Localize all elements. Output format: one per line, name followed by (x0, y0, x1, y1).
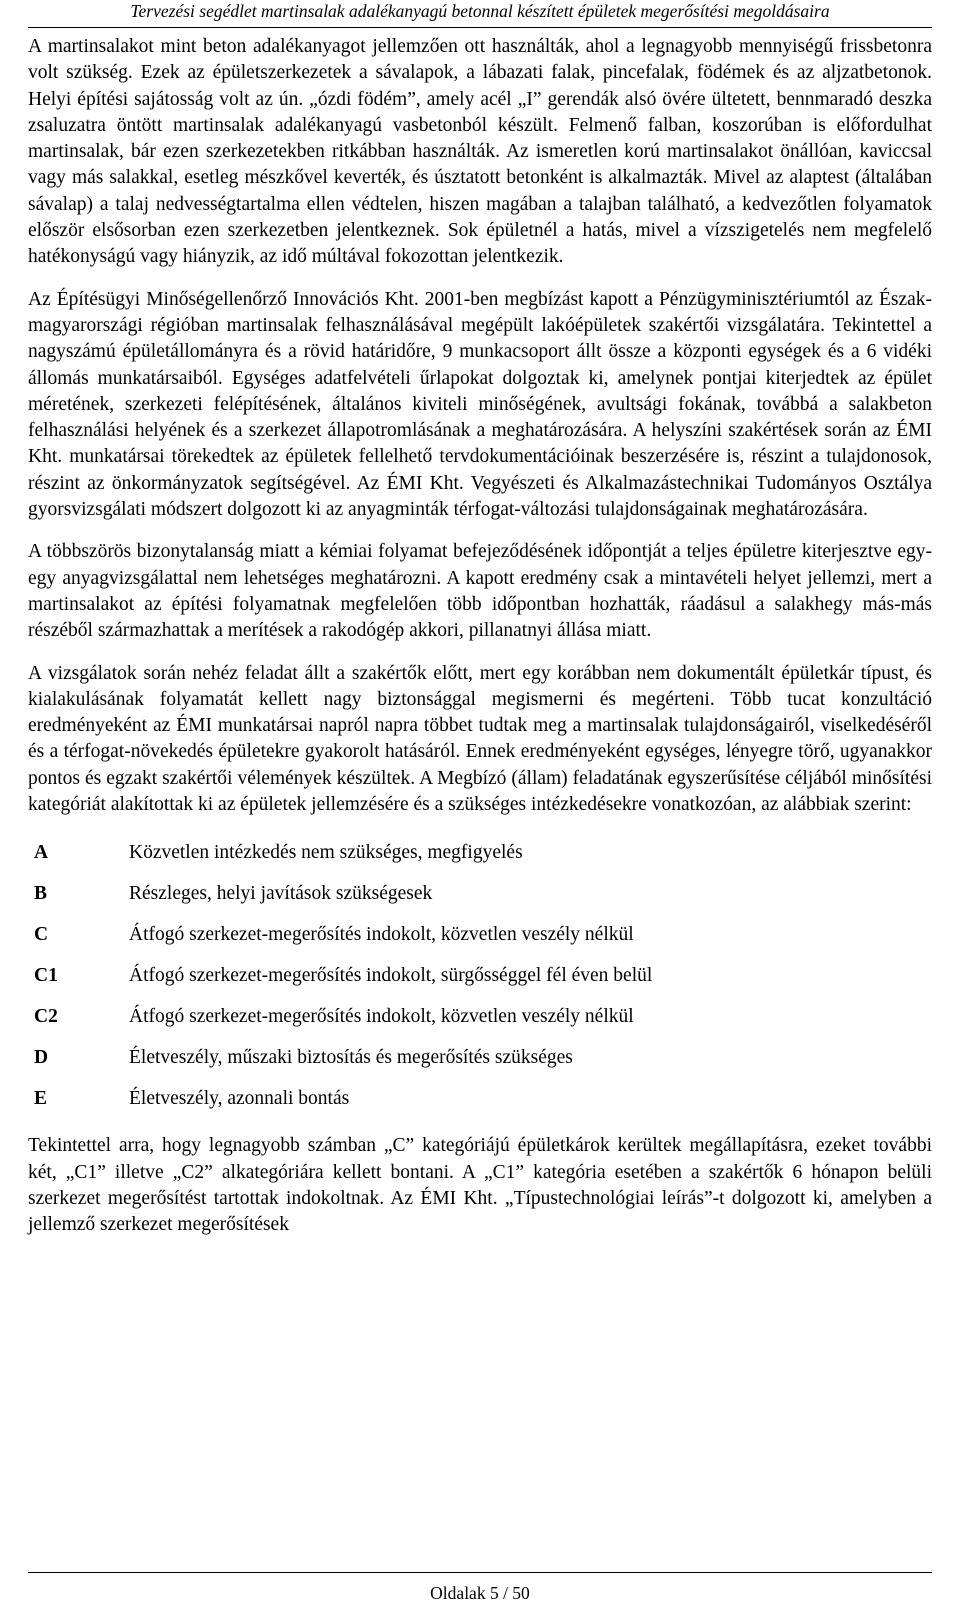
page-footer (28, 1572, 932, 1617)
list-item (28, 914, 932, 955)
running-header-title: Tervezési segédlet martinsalak adalékanyagú betonnal készített épületek megerősítési megoldásaira (130, 1, 830, 21)
page-content (28, 34, 932, 1255)
category-description: Életveszély, azonnali bontás (129, 1087, 350, 1109)
document-page (28, 0, 932, 1616)
category-description: Átfogó szerkezet-megerősítés indokolt, sürgősséggel fél éven belül (129, 964, 653, 986)
category-code: E (34, 1087, 48, 1109)
list-item (28, 955, 932, 996)
category-description: Életveszély, műszaki biztosítás és megerősítés szükséges (129, 1046, 573, 1068)
list-item (28, 832, 932, 873)
classification-list (28, 832, 932, 1119)
category-code: C (34, 923, 49, 945)
paragraph-martinsalak-usage: A martinsalakot mint beton adalékanyagot jellemzően ott használták, ahol a legnagyobb mennyiségű frissbetonra volt szükség. Ezek az épületszerkezetek a sávalapok, a lábazati falak, pincefalak, födémek és az aljzatbetonok. Helyi építési sajátosság volt az ún. „ózdi födém”, amely acél „I” gerendák alsó övére ültetett, bennmaradó deszka zsaluzatra öntött martinsalak adalékanyagú vasbetonból készült. Felmenő falban, koszorúban is előfordulhat martinsalak, bár ezen szerkezetekben ritkábban használták. Az ismeretlen korú martinsalakot önállóan, kaviccsal vagy más salakkal, esetleg mészkővel keverték, és úsztatott betonként is alkalmazták. Mivel az alaptest (általában sávalap) a talaj nedvességtartalma ellen védtelen, hiszen magában a talajban található, a kedvezőtlen folyamatok először elsősorban ezen szerkezetben jelentkeznek. Sok épületnél a hatás, mivel a vízszigetelés nem megfelelő hatékonyságú vagy hiányzik, az idő múltával fokozottan jelentkezik. (28, 36, 932, 268)
list-item (28, 996, 932, 1037)
category-code: C1 (34, 964, 58, 986)
page-number: Oldalak 5 / 50 (430, 1583, 530, 1603)
category-description: Részleges, helyi javítások szükségesek (129, 882, 433, 904)
paragraph-uncertainty: A többszörös bizonytalanság miatt a kémiai folyamat befejeződésének időpontját a teljes épületre kiterjesztve egy-egy anyagvizsgálattal nem lehetséges meghatározni. A kapott eredmény csak a mintavételi helyet jellemzi, mert a martinsalakot az építési folyamatnak megfelelően több időpontban hozhatták, ráadásul a salakhegy más-más részéből származhattak a merítések a rakodógép akkori, pillanatnyi állása miatt. (28, 541, 932, 642)
category-code: B (34, 882, 48, 904)
category-description: Átfogó szerkezet-megerősítés indokolt, közvetlen veszély nélkül (129, 923, 634, 945)
running-header (28, 0, 932, 28)
paragraph-emi-assignment: Az Építésügyi Minőségellenőrző Innovációs Kht. 2001-ben megbízást kapott a Pénzügyminisztériumtól az Észak-magyarországi régióban martinsalak felhasználásával megépült lakóépületek szakértői vizsgálatára. Tekintettel a nagyszámú épületállományra és a rövid határidőre, 9 munkacsoport állt össze a központi egységek és a 6 vidéki állomás munkatársaiból. Egységes adatfelvételi űrlapokat dolgoztak ki, amelynek pontjai kiterjedtek az épület méretének, szerkezeti felépítésének, általános kiviteli minőségének, avultsági fokának, továbbá a salakbeton felhasználási helyének és a szerkezet állapotromlásának a meghatározására. A helyszíni szakértések során az ÉMI Kht. munkatársai törekedtek az épületek fellelhető tervdokumentációinak beszerzésére is, részint a tulajdonosok, részint az önkormányzatok segítségével. Az ÉMI Kht. Vegyészeti és Alkalmazástechnikai Tudományos Osztálya gyorsvizsgálati módszert dolgozott ki az anyagminták térfogat-változási tulajdonságainak meghatározására. (28, 288, 932, 521)
paragraph-examination: A vizsgálatok során nehéz feladat állt a szakértők előtt, mert egy korábban nem dokumentált épületkár típust, és kialakulásának folyamatát kellett nagy biztonsággal megismerni és megérteni. Több tucat konzultáció eredményeként az ÉMI munkatársai napról napra többet tudtak meg a martinsalak tulajdonságairól, viselkedéséről és a térfogat-növekedés épületekre gyakorolt hatásáról. Ennek eredményeként egységes, lényegre törő, ugyanakkor pontos és egzakt szakértői vélemények készültek. A Megbízó (állam) feladatának egyszerűsítése céljából minősítési kategóriát alakítottak ki az épületek jellemzésére és a szükséges intézkedésekre vonatkozóan, az alábbiak szerint: (28, 662, 932, 816)
category-code: A (34, 841, 49, 863)
paragraph-closing: Tekintettel arra, hogy legnagyobb számban „C” kategóriájú épületkárok kerültek megállapításra, ezeket további két, „C1” illetve „C2” alkategóriára kellett bontani. A „C1” kategória esetében a szakértők 6 hónapon belüli szerkezet megerősítést tartottak indokoltnak. Az ÉMI Kht. „Típustechnológiai leírás”-t dolgozott ki, amelyben a jellemző szerkezet megerősítések (28, 1135, 932, 1236)
category-description: Átfogó szerkezet-megerősítés indokolt, közvetlen veszély nélkül (129, 1005, 634, 1027)
list-item (28, 873, 932, 914)
list-item (28, 1037, 932, 1078)
category-code: C2 (34, 1005, 58, 1027)
category-description: Közvetlen intézkedés nem szükséges, megfigyelés (129, 841, 523, 863)
list-item (28, 1078, 932, 1119)
category-code: D (34, 1046, 49, 1068)
